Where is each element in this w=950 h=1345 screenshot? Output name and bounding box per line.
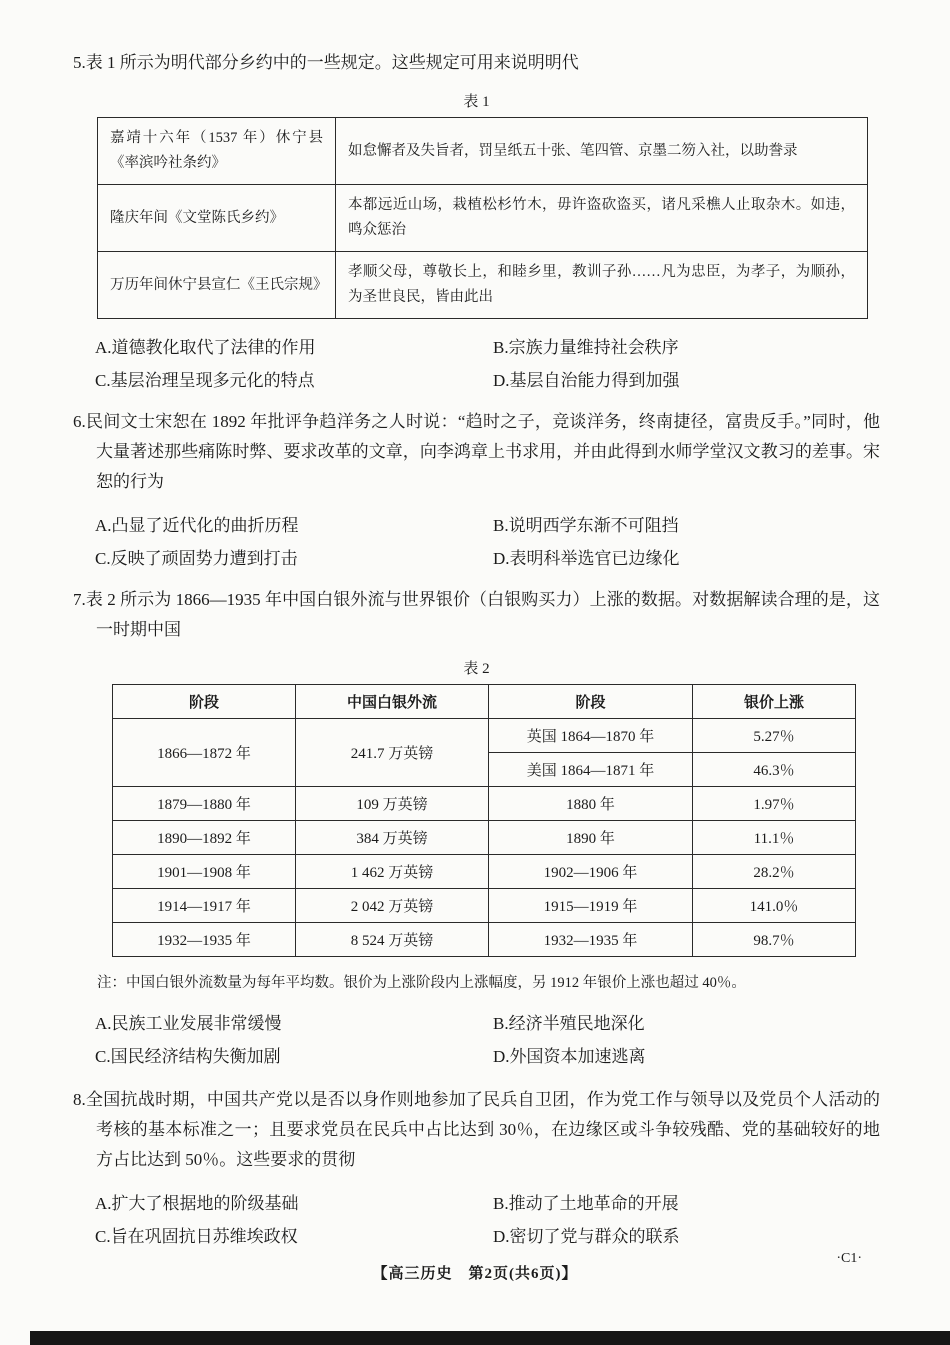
table-cell: 隆庆年间《文堂陈氏乡约》 xyxy=(98,185,336,252)
table-cell: 1890—1892 年 xyxy=(113,821,296,855)
table-cell: 141.0％ xyxy=(693,889,856,923)
table-cell: 28.2％ xyxy=(693,855,856,889)
table-header-cell: 中国白银外流 xyxy=(296,685,489,719)
table-row xyxy=(113,855,856,889)
table-row xyxy=(113,787,856,821)
table-row xyxy=(98,185,868,252)
table-header-row xyxy=(113,685,856,719)
option-b: B.宗族力量维持社会秩序 xyxy=(493,338,679,357)
table-cell: 241.7 万英镑 xyxy=(296,719,489,787)
table-header-cell: 阶段 xyxy=(113,685,296,719)
table-row xyxy=(113,719,856,753)
question-6-stem: 6.民间文士宋恕在 1892 年批评争趋洋务之人时说：“趋时之子，竞谈洋务，终南捷径，富贵反手。”同时，他大量著述那些痛陈时弊、要求改革的文章，向李鸿章上书求用，并由此得到水师学堂汉文教习的差事。宋恕的行为 xyxy=(73,412,880,491)
option-a: A.凸显了近代化的曲折历程 xyxy=(95,516,299,535)
table-cell: 1915—1919 年 xyxy=(489,889,693,923)
table-cell: 美国 1864—1871 年 xyxy=(489,753,693,787)
question-7-stem: 7.表 2 所示为 1866—1935 年中国白银外流与世界银价（白银购买力）上涨的数据。对数据解读合理的是，这一时期中国 xyxy=(73,590,880,639)
option-d: D.密切了党与群众的联系 xyxy=(493,1227,680,1246)
table-cell: 384 万英镑 xyxy=(296,821,489,855)
table-1-label: 表 1 xyxy=(463,94,490,110)
page-footer: 【高三历史 第2页(共6页)】 xyxy=(372,1266,578,1282)
table-cell: 1932—1935 年 xyxy=(113,923,296,957)
table-header-cell: 阶段 xyxy=(489,685,693,719)
table-cell: 109 万英镑 xyxy=(296,787,489,821)
table-cell: 1 462 万英镑 xyxy=(296,855,489,889)
table-cell: 1879—1880 年 xyxy=(113,787,296,821)
question-5-stem: 5.表 1 所示为明代部分乡约中的一些规定。这些规定可用来说明明代 xyxy=(73,53,579,72)
option-c: C.旨在巩固抗日苏维埃政权 xyxy=(95,1227,298,1246)
table-cell: 11.1％ xyxy=(693,821,856,855)
option-d: D.外国资本加速逃离 xyxy=(493,1047,646,1066)
table-cell: 本都远近山场，栽植松杉竹木，毋许盗砍盗买，诸凡采樵人止取杂木。如违，鸣众惩治 xyxy=(336,185,868,252)
table-header-cell: 银价上涨 xyxy=(693,685,856,719)
table-cell: 1901—1908 年 xyxy=(113,855,296,889)
option-a: A.民族工业发展非常缓慢 xyxy=(95,1014,282,1033)
table-row xyxy=(113,821,856,855)
table-row xyxy=(98,252,868,319)
option-c: C.反映了顽固势力遭到打击 xyxy=(95,549,298,568)
question-6-options xyxy=(73,509,880,575)
option-d: D.基层自治能力得到加强 xyxy=(493,371,680,390)
question-7-options xyxy=(73,1007,880,1073)
option-b: B.说明西学东渐不可阻挡 xyxy=(493,516,679,535)
table-cell: 1866—1872 年 xyxy=(113,719,296,787)
table-cell: 嘉靖十六年（1537 年）休宁县《率滨吟社条约》 xyxy=(98,118,336,185)
table-1 xyxy=(97,117,868,319)
table-cell: 1.97％ xyxy=(693,787,856,821)
option-c: C.基层治理呈现多元化的特点 xyxy=(95,371,315,390)
table-cell: 8 524 万英镑 xyxy=(296,923,489,957)
table-cell: 2 042 万英镑 xyxy=(296,889,489,923)
table-2-note: 注：中国白银外流数量为每年平均数。银价为上涨阶段内上涨幅度，另 1912 年银价上涨也超过 40％。 xyxy=(97,975,746,991)
table-cell: 英国 1864—1870 年 xyxy=(489,719,693,753)
option-b: B.经济半殖民地深化 xyxy=(493,1014,645,1033)
table-cell: 万历年间休宁县宣仁《王氏宗规》 xyxy=(98,252,336,319)
option-d: D.表明科举选官已边缘化 xyxy=(493,549,680,568)
footer-code: ·C1· xyxy=(836,1251,862,1266)
table-2-label: 表 2 xyxy=(463,661,490,677)
table-cell: 1932—1935 年 xyxy=(489,923,693,957)
table-row xyxy=(113,923,856,957)
table-cell: 46.3％ xyxy=(693,753,856,787)
table-cell: 1914—1917 年 xyxy=(113,889,296,923)
question-8-options xyxy=(73,1187,880,1253)
scan-edge-bar xyxy=(30,1331,950,1345)
table-row xyxy=(98,118,868,185)
option-a: A.道德教化取代了法律的作用 xyxy=(95,338,316,357)
table-cell: 1880 年 xyxy=(489,787,693,821)
table-2 xyxy=(112,684,856,957)
question-5-options xyxy=(73,331,880,397)
table-cell: 孝顺父母，尊敬长上，和睦乡里，教训子孙……凡为忠臣，为孝子，为顺孙，为圣世良民，皆由此出 xyxy=(336,252,868,319)
table-cell: 5.27％ xyxy=(693,719,856,753)
question-8-stem: 8.全国抗战时期，中国共产党以是否以身作则地参加了民兵自卫团，作为党工作与领导以及党员个人活动的考核的基本标准之一；且要求党员在民兵中占比达到 30％，在边缘区或斗争较残酷、党的基础较好的地方占比达到 50％。这些要求的贯彻 xyxy=(73,1090,880,1169)
option-b: B.推动了土地革命的开展 xyxy=(493,1194,679,1213)
table-row xyxy=(113,889,856,923)
table-cell: 1902—1906 年 xyxy=(489,855,693,889)
table-cell: 1890 年 xyxy=(489,821,693,855)
option-c: C.国民经济结构失衡加剧 xyxy=(95,1047,281,1066)
table-cell: 如怠懈者及失旨者，罚呈纸五十张、笔四管、京墨二笏入社，以助誊录 xyxy=(336,118,868,185)
table-cell: 98.7％ xyxy=(693,923,856,957)
option-a: A.扩大了根据地的阶级基础 xyxy=(95,1194,299,1213)
